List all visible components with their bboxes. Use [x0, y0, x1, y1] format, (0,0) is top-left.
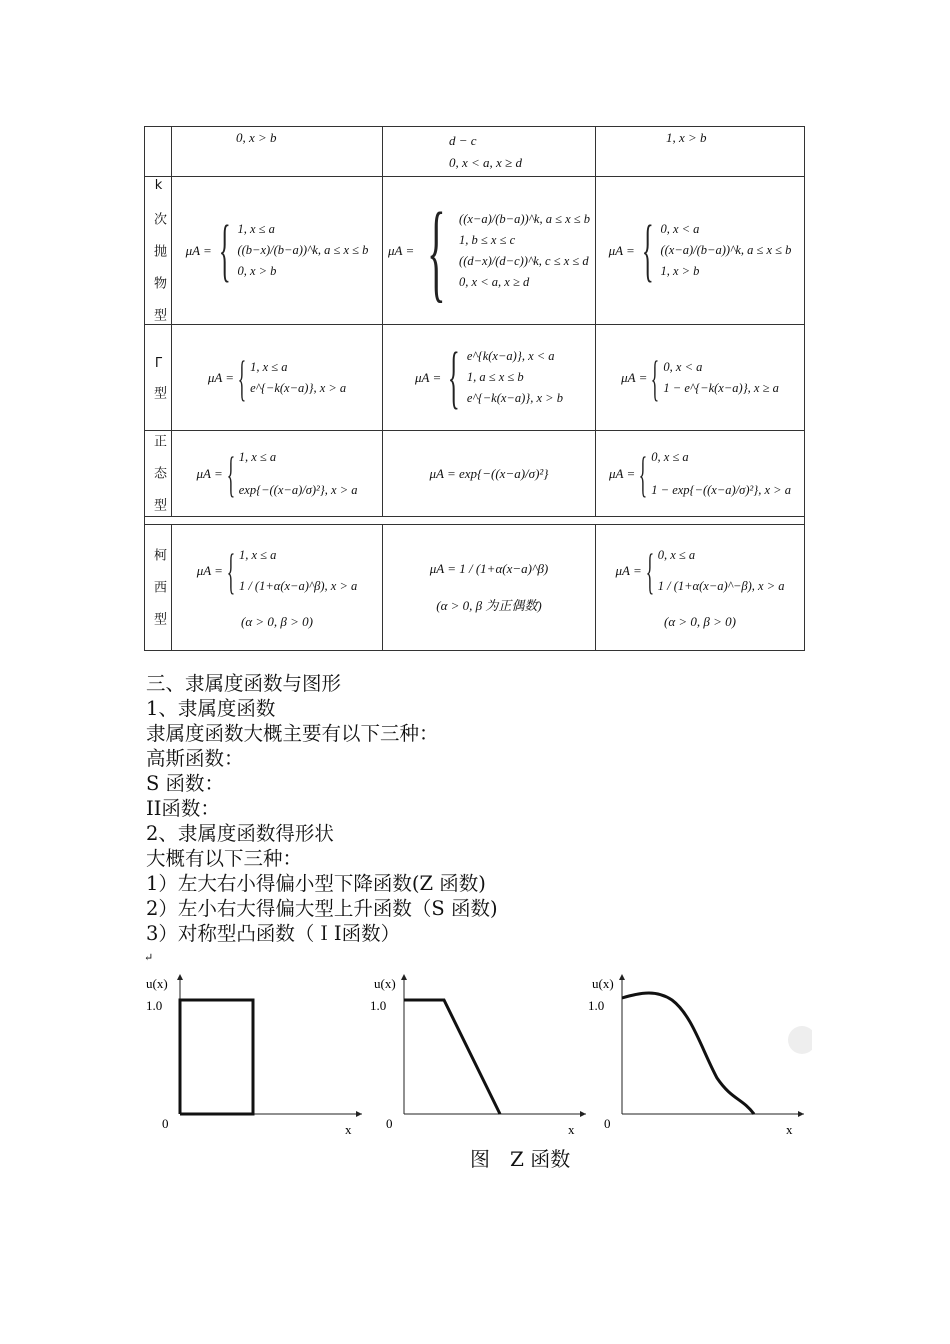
mu-symbol: μA =: [621, 369, 648, 385]
case-line: 1, x ≤ a: [238, 449, 277, 464]
y-axis-arrow-icon: [177, 974, 183, 980]
list-item: 1）左大右小得偏小型下降函数(Z 函数): [146, 872, 486, 895]
case-line: ((d−x)/(d−c))^k, c ≤ x ≤ d: [459, 253, 589, 268]
formula-cell: [383, 431, 596, 517]
y-tick-label: 1.0: [370, 998, 387, 1013]
formula-cell: [383, 127, 596, 177]
formula-cell: [172, 177, 383, 325]
list-item: 3）对称型凸函数（ＩI函数）: [146, 922, 401, 945]
formula-cell: [383, 177, 596, 325]
x-axis-label: x: [345, 1122, 352, 1137]
x-axis-label: x: [568, 1122, 575, 1137]
z-function-chart-smooth: [582, 970, 812, 1140]
subheading: 2、隶属度函数得形状: [146, 822, 334, 845]
decoration-icon: [788, 1026, 812, 1054]
y-axis-arrow-icon: [619, 974, 625, 980]
curve-line: [622, 993, 754, 1114]
condition-note: (α > 0, β > 0): [663, 613, 736, 629]
condition-note: (α > 0, β 为正偶数): [436, 598, 542, 613]
case-line: 1, b ≤ x ≤ c: [459, 232, 516, 247]
case-line: ((b−x)/(b−a))^k, a ≤ x ≤ b: [237, 243, 369, 257]
origin-label: 0: [386, 1116, 393, 1131]
formula-cell: [596, 127, 805, 177]
mu-symbol: μA =: [609, 465, 636, 481]
y-axis-label: u(x): [374, 976, 396, 991]
brace-icon: {: [237, 349, 247, 406]
formula-cell: [172, 127, 383, 177]
brace-icon: {: [427, 189, 446, 312]
condition-note: (α > 0, β > 0): [240, 613, 313, 629]
mu-symbol: μA =: [196, 465, 223, 481]
section-heading: 三、隶属度函数与图形: [146, 672, 342, 695]
table-row: [145, 177, 805, 325]
y-axis-label: u(x): [146, 976, 168, 991]
mu-symbol: μA =: [207, 369, 235, 385]
case-line: 1, a ≤ x ≤ b: [466, 370, 524, 384]
list-item: 2）左小右大得偏大型上升函数（S 函数): [146, 897, 498, 920]
brace-icon: {: [645, 542, 654, 599]
z-function-chart-trapezoidal: [364, 970, 594, 1140]
case-line: exp{−((x−a)/σ)²}, x > a: [238, 482, 358, 497]
case-line: ((x−a)/(b−a))^k, a ≤ x ≤ b: [660, 243, 792, 257]
case-line: 1 − exp{−((x−a)/σ)²}, x > a: [651, 482, 791, 497]
curve-line: [404, 1000, 500, 1114]
case-line: e^{−k(x−a)}, x > b: [466, 391, 563, 405]
case-line: 1, x ≤ a: [238, 547, 277, 562]
origin-label: 0: [162, 1116, 169, 1131]
case-line: 0, x ≤ a: [651, 449, 689, 464]
y-tick-label: 1.0: [146, 998, 163, 1013]
curve-line: [180, 1000, 253, 1114]
x-axis-arrow-icon: [356, 1111, 362, 1117]
paragraph: 高斯函数：: [146, 747, 244, 770]
subheading: 1、隶属度函数: [146, 697, 276, 720]
y-tick-label: 1.0: [588, 998, 605, 1013]
formula-cell: [172, 325, 383, 431]
case-line: e^{−k(x−a)}, x > a: [250, 380, 347, 395]
formula-line: μA = 1 / (1+α(x−a)^β): [429, 561, 549, 576]
case-line: 0, x < a: [660, 222, 700, 236]
case-line: ((x−a)/(b−a))^k, a ≤ x ≤ b: [459, 211, 591, 226]
mu-symbol: μA =: [415, 369, 442, 385]
type-label: Γ 型: [145, 325, 172, 431]
formula-cell: [596, 325, 805, 431]
case-line: 0, x > b: [237, 264, 277, 278]
mu-symbol: μA =: [615, 562, 642, 578]
case-line: 1 / (1+α(x−a)^−β), x > a: [657, 578, 785, 593]
mu-symbol: μA =: [387, 242, 415, 258]
y-axis-label: u(x): [592, 976, 614, 991]
formula-line: d − c: [449, 132, 477, 148]
figure-caption: 图 Z 函数: [470, 1147, 571, 1171]
case-line: 0, x < a, x ≥ d: [459, 274, 530, 289]
mu-symbol: μA =: [196, 562, 223, 578]
type-cell: [145, 127, 172, 177]
formula-line: μA = exp{−((x−a)/σ)²}: [429, 465, 549, 481]
formula-line: 0, x < a, x ≥ d: [449, 154, 522, 170]
case-line: 0, x < a: [663, 359, 703, 374]
case-line: 1, x ≤ a: [237, 222, 275, 236]
brace-icon: {: [226, 445, 235, 502]
formula-cell: [596, 177, 805, 325]
paragraph: 大概有以下三种：: [146, 847, 303, 870]
brace-icon: {: [226, 542, 236, 599]
formula-cell: [172, 431, 383, 517]
brace-icon: {: [218, 211, 231, 289]
table-row: [145, 127, 805, 177]
paragraph-mark-icon: ↵: [144, 951, 154, 964]
formula-cell: [383, 325, 596, 431]
formula-line: 0, x > b: [236, 129, 277, 145]
paragraph: 隶属度函数大概主要有以下三种：: [146, 722, 439, 745]
mu-symbol: μA =: [185, 242, 212, 258]
formula-cell: [596, 525, 805, 651]
x-axis-label: x: [786, 1122, 793, 1137]
table-row: [145, 525, 805, 651]
case-line: 1, x > b: [660, 264, 700, 278]
x-axis-arrow-icon: [798, 1111, 804, 1117]
table-row: [145, 325, 805, 431]
y-axis-arrow-icon: [401, 974, 407, 980]
membership-function-table: [144, 126, 805, 651]
type-label: k 次 抛 物 型: [145, 177, 172, 325]
case-line: 1 / (1+α(x−a)^β), x > a: [238, 578, 358, 593]
case-line: 0, x ≤ a: [657, 547, 696, 562]
brace-icon: {: [641, 211, 654, 289]
type-label: 正 态 型: [145, 431, 172, 517]
origin-label: 0: [604, 1116, 611, 1131]
case-line: e^{k(x−a)}, x < a: [466, 349, 555, 363]
case-line: 1 − e^{−k(x−a)}, x ≥ a: [663, 380, 779, 395]
formula-cell: [596, 431, 805, 517]
formula-line: 1, x > b: [666, 129, 707, 145]
brace-icon: {: [651, 349, 660, 406]
table-row: [145, 431, 805, 517]
mu-symbol: μA =: [608, 242, 635, 258]
type-label: 柯 西 型: [145, 525, 172, 651]
formula-cell: [383, 525, 596, 651]
brace-icon: {: [639, 445, 648, 502]
paragraph: S 函数：: [146, 772, 225, 795]
paragraph: II函数：: [146, 797, 220, 820]
formula-cell: [172, 525, 383, 651]
case-line: 1, x ≤ a: [250, 359, 288, 374]
brace-icon: {: [448, 338, 460, 416]
z-function-chart-rectangular: [140, 970, 370, 1140]
